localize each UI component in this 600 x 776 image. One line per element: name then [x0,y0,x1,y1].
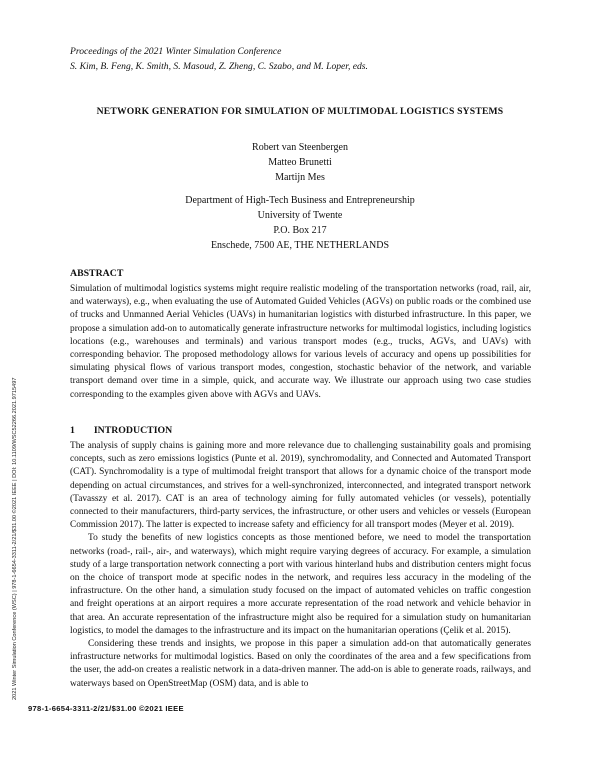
author-list [60,140,540,186]
affiliation-university: University of Twente [257,210,343,221]
proceedings-title: Proceedings of the 2021 Winter Simulation Conference [70,46,282,57]
section-title: INTRODUCTION [93,425,173,436]
author-name: Martijn Mes [275,172,325,184]
paragraph-3: Considering these trends and insights, we propose in this paper a simulation add-on that automatically generates infrastructure networks for multimodal logistics. Based on only the coordinates of the area and a few specifications from the user, the add-on creates a realistic network in a data-driven manner. The add-on is able to generate roads, railways, and waterways based on OpenStreetMap (OSM) data, and is able to [70,639,531,689]
proceedings-editors: S. Kim, B. Feng, K. Smith, S. Masoud, Z. Zheng, C. Szabo, and M. Loper, eds. [70,61,368,72]
affiliation-department: Department of High-Tech Business and Entrepreneurship [185,195,415,206]
author-name: Matteo Brunetti [268,157,332,169]
copyright-footer: 978-1-6654-3311-2/21/$31.00 ©2021 IEEE [28,704,184,713]
affiliation-po-box: P.O. Box 217 [273,225,327,236]
paragraph-1: The analysis of supply chains is gaining more and more relevance due to challenging sustainability goals and promising concepts, such as zero emissions logistics (Punte et al. 2019), synchromodality, and Connected and Automated Transport (CAT). Synchromodality is a type of multimodal freight transport that allows for a dynamic choice of the transport mode depending on actual circumstances, and strives for a well-synchronized, interconnected, and integrated transport network (Tavasszy et al. 2017). CAT is an area of technology aiming for fully automated vehicles (or vessels), potentially connected to their manufacturers, third-party services, the infrastructure, or other users and vehicles or vessels (European Commission 2017). The latter is expected to increase safety and efficiency for all transport modes (Meyer et al. 2019). [70,441,531,531]
paper-title: NETWORK GENERATION FOR SIMULATION OF MULTIMODAL LOGISTICS SYSTEMS [96,106,504,117]
affiliation [60,193,540,253]
section-heading [70,425,172,436]
side-note-text: 2021 Winter Simulation Conference (WSC) | 978-1-6654-3311-2/21/$31.00 ©2021 IEEE | DOI: 10.1109/WSC52266.2021.9715497 [12,377,18,700]
side-publication-note [2,150,22,700]
paragraph-2: To study the benefits of new logistics concepts as those mentioned before, we need to model the transportation networks (road-, rail-, air-, and waterways), which might require varying degrees of accuracy. For example, a simulation study of a large transportation network connecting a port with various hinterland hubs and distribution centers might focus on the choice of transport mode at specific nodes in the network, and requires less accuracy in the modeling of the infrastructure. On the other hand, a simulation study focused on the impact of automated vehicles on traffic congestion and freight operations at an airport requires a more accurate representation of the road network and vehicle behavior in that area. An accurate representation of the infrastructure might also be required for a simulation study on humanitarian logistics, to model the damages to the infrastructure and its impact on the humanitarian operations (Çelik et al. 2015). [70,533,531,636]
section-number: 1 [70,425,75,436]
proceedings-header [70,44,540,74]
abstract-text: Simulation of multimodal logistics systems might require realistic modeling of the transportation networks (road, rail, air, and waterways), e.g., when evaluating the use of Automated Guided Vehicles (AGVs) on public roads or the combined use of trucks and Unmanned Aerial Vehicles (UAVs) in humanitarian logistics with disturbed infrastructure. In this paper, we propose a simulation add-on to automatically generate infrastructure networks for multimodal logistics, including logistics locations (e.g., warehouses and terminals) and various transport modes (e.g., trucks, AGVs, and UAVs) with corresponding behavior. The proposed methodology allows for various levels of accuracy and opens up possibilities for simulating physical flows of various transport modes, congestion, stochastic behavior of the network, and variable transport demand over time in a simple, quick, and accurate way. We illustrate our approach using two case studies corresponding to the examples given above with AGVs and UAVs. [70,284,531,400]
intro-paragraph [70,440,531,691]
affiliation-city: Enschede, 7500 AE, THE NETHERLANDS [210,240,390,251]
abstract-heading: ABSTRACT [70,268,124,279]
author-name: Robert van Steenbergen [252,142,348,153]
